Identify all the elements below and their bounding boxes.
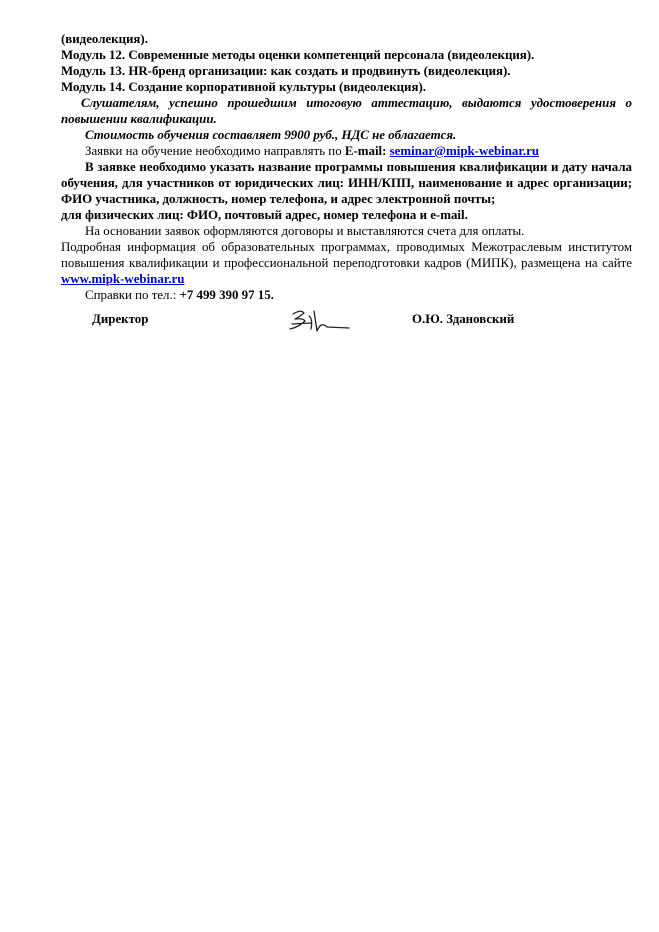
signatory-name: О.Ю. Здановский: [412, 312, 515, 326]
handwritten-signature-icon: [287, 307, 353, 335]
apply-line: [61, 143, 632, 159]
document-page: [61, 31, 632, 337]
module-14: Модуль 14. Создание корпоративной культуры (видеолекция).: [61, 80, 426, 94]
contracts-note: На основании заявок оформляются договоры и выставляются счета для оплаты.: [85, 224, 525, 238]
phone-number: +7 499 390 97 15.: [179, 288, 274, 302]
certificate-note: Слушателям, успешно прошедшим итоговую аттестацию, выдаются удостоверения о повышении квалификации.: [61, 96, 632, 126]
apply-prefix: Заявки на обучение необходимо направлять по: [85, 144, 345, 158]
signature-block: [61, 307, 632, 337]
site-link[interactable]: www.mipk-webinar.ru: [61, 272, 185, 286]
phone-prefix: Справки по тел.:: [85, 288, 180, 302]
info-paragraph: [61, 239, 632, 287]
module-13: Модуль 13. HR-бренд организации: как создать и продвинуть (видеолекция).: [61, 64, 511, 78]
cost-note: Стоимость обучения составляет 9900 руб., НДС не облагается.: [85, 128, 457, 142]
phone-line: [61, 287, 632, 303]
signatory-title: Директор: [92, 312, 149, 326]
requirements-individual: для физических лиц: ФИО, почтовый адрес, номер телефона и e-mail.: [61, 208, 468, 222]
module-11-tail: (видеолекция).: [61, 32, 148, 46]
apply-email-label: E-mail:: [344, 144, 390, 158]
info-text: Подробная информация об образовательных программах, проводимых Межотраслевым институтом повышения квалификации и профессиональной переподготовки кадров (МИПК), размещена на сайте: [61, 240, 632, 270]
module-12: Модуль 12. Современные методы оценки компетенций персонала (видеолекция).: [61, 48, 535, 62]
email-link[interactable]: seminar@mipk-webinar.ru: [389, 144, 540, 158]
requirements-legal: В заявке необходимо указать название программы повышения квалификации и дату начала обучения, для участников от юридических лиц: ИНН/КПП, наименование и адрес организации; ФИО участника, должность, номер телефона, и адрес электронной почты;: [61, 160, 632, 206]
